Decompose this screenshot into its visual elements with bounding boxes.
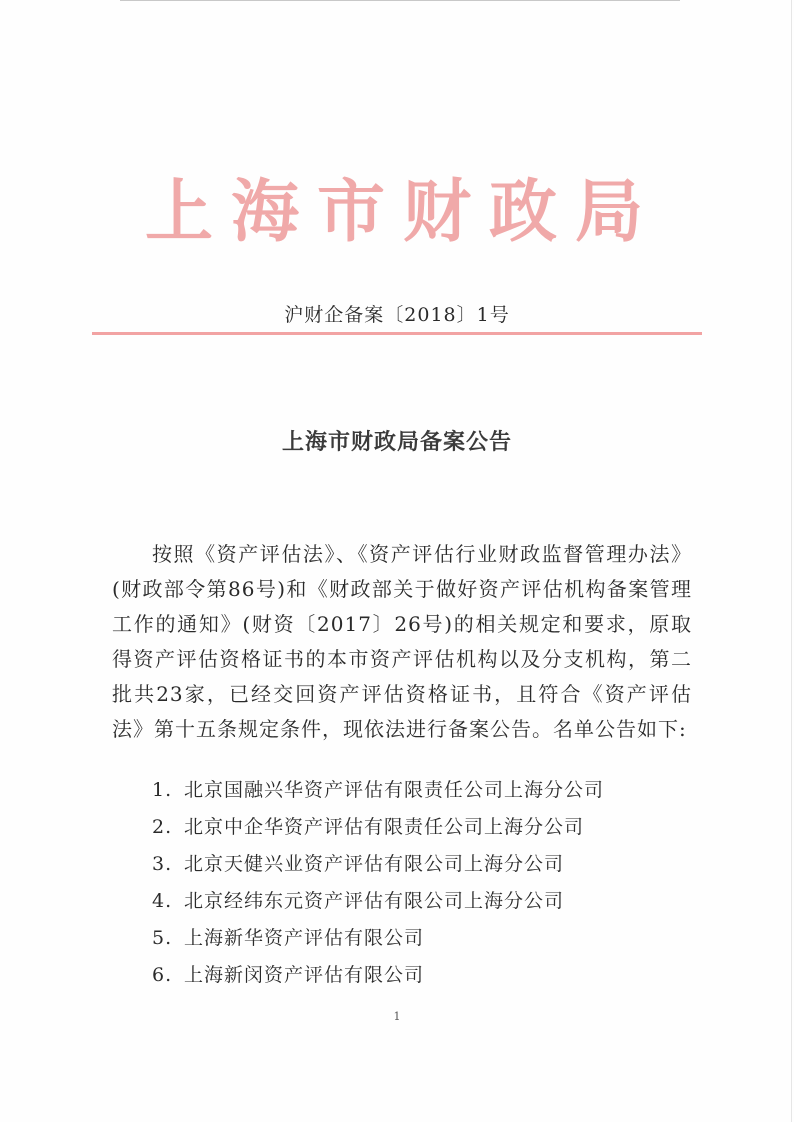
- list-item: [152, 846, 604, 883]
- scan-edge-top: [120, 0, 680, 1]
- list-item: [152, 920, 604, 957]
- list-item-number: 5.: [152, 927, 173, 949]
- list-item-name: 北京国融兴华资产评估有限责任公司上海分公司: [184, 779, 605, 801]
- scan-edge-right: [791, 0, 792, 1122]
- list-item-number: 4.: [152, 890, 173, 912]
- list-item-name: 上海新华资产评估有限公司: [184, 927, 425, 949]
- list-item: [152, 772, 604, 809]
- notice-body: 按照《资产评估法》、《资产评估行业财政监督管理办法》(财政部令第86号)和《财政部关于做好资产评估机构备案管理工作的通知》(财资〔2017〕26号)的相关规定和要求，原取得资产评估资格证书的本市资产评估机构以及分支机构，第二批共23家，已经交回资产评估资格证书，且符合《资产评估法》第十五条规定条件，现依法进行备案公告。名单公告如下:: [112, 542, 692, 741]
- list-item-number: 3.: [152, 853, 173, 875]
- list-item: [152, 957, 604, 994]
- list-item-number: 2.: [152, 816, 173, 838]
- page-number: 1: [393, 1010, 401, 1023]
- list-item-number: 6.: [152, 964, 173, 986]
- list-item-name: 北京经纬东元资产评估有限公司上海分公司: [184, 890, 565, 912]
- agency-title: 上海市财政局: [145, 172, 662, 252]
- company-list: [152, 772, 604, 994]
- list-item-number: 1.: [152, 779, 173, 801]
- list-item-name: 北京中企华资产评估有限责任公司上海分公司: [184, 816, 585, 838]
- red-header-rule: [92, 332, 702, 335]
- list-item-name: 北京天健兴业资产评估有限公司上海分公司: [184, 853, 565, 875]
- list-item: [152, 809, 604, 846]
- notice-title: 上海市财政局备案公告: [281, 430, 512, 455]
- list-item: [152, 883, 604, 920]
- document-number: 沪财企备案〔2018〕1号: [284, 304, 510, 326]
- list-item-name: 上海新闵资产评估有限公司: [184, 964, 425, 986]
